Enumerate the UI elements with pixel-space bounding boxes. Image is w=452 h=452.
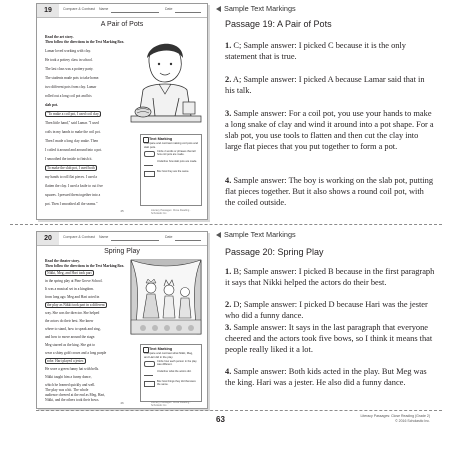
underline-symbol-icon [144,161,153,166]
story-line: rolled out a long coil pot and his [45,94,92,98]
left-arrow-icon [216,232,221,238]
story-line: He wore a green funny hat with bells. [45,367,100,371]
marking-row: Underline what the actors did. [144,370,198,379]
name-underline [111,12,159,13]
story-line: The play was a hit. The whole [45,388,89,392]
worksheet-page-number: 46 [120,401,124,405]
footer-divider [36,410,442,411]
text-box-mark: the play as Nikki took part in a different [47,303,105,307]
text-marking-intro: Compare and contrast making coil pots and slab pots. [144,141,198,149]
story-line: The students made pots to take home. [45,76,100,80]
story-line: squares. I pressed them together into a [45,193,101,197]
name-field-label: Name [99,235,109,239]
worksheet-copyright: Literacy Passages: Close Reading · Scholastic Inc. [151,209,191,215]
story-line: It was a musical set in a kingdom. [45,287,94,291]
story-line: flatten the clay. I used a knife to cut five [45,184,103,188]
marking-row: Circle 2 words or phrases that tell how coil pots are made. [144,150,198,159]
worksheet-header [37,232,207,246]
story-line: slab pot. [45,103,58,107]
text-marking-head: Text Marking [141,135,201,142]
text-marking-intro: Compare and contrast what Nikki, Meg, and Hari did in the play. [144,351,193,359]
box-symbol-icon [144,381,155,387]
worksheet-copyright: Literacy Passages: Close Reading · Scholastic Inc. [151,401,191,407]
passage-title-20: Passage 20: Spring Play [225,247,324,257]
answer-1: 1. B; Sample answer: I picked B because in the first paragraph it says that Nikki helped the actors do their best. [225,267,435,287]
worksheet-number: 19 [37,4,59,17]
story-line [45,269,94,277]
story-line: Then little hand," said Lamar. "I used [45,121,99,125]
date-underline [175,12,201,13]
text-box-mark: To make the slab pot, I used both [47,166,95,170]
stage-play-illustration [129,258,203,338]
story-line: pot. Then I smoothed all the seams." [45,202,98,206]
text-box-mark: robe. Hari played a jester. [47,359,84,363]
story-line: and how to move around the stage. [45,335,96,339]
skill-label: Compare & Contrast [63,235,95,239]
left-arrow-icon [216,6,221,12]
worksheet-page-19 [36,3,208,220]
story-line: coils in my hands to make the coil pot. [45,130,101,134]
story-line: way. She was the director. She helped [45,311,100,315]
story-line: from long ago. Meg and Hari acted in [45,295,100,299]
story-line [45,301,107,309]
directions-line-2: Then follow the directions in the Text Marking Box. [45,40,125,44]
date-field-label: Date [165,7,173,11]
worksheet-page-number: 45 [120,209,124,213]
name-underline [111,240,159,241]
circle-symbol-icon [144,361,155,367]
text-box-mark: Nikki, Meg, and Hari took part [47,271,92,275]
story-line: Meg starred as the king. She got to [45,343,96,347]
answer-2: 2. D; Sample answer: I picked D because Hari was the jester who did a funny dance. [225,300,428,320]
story-line: The last class was a pottery party. [45,67,94,71]
answer-1: 1. C; Sample answer: I picked C because it is the only statement that is true. [225,41,406,61]
marking-row: Box how things they did that were the same. [144,380,198,389]
answer-2: 2. A; Sample answer: I picked A because Lamar said that in his talk. [225,75,425,95]
text-marking-head: Text Marking [141,345,201,352]
boy-with-pots-illustration [129,32,203,127]
worksheet-page-20 [36,231,208,409]
underline-symbol-icon [144,371,153,376]
date-field-label: Date [165,235,173,239]
directions-line-2: Then follow the directions in the Text Marking Box. [45,264,125,268]
story-line: Lamar loved working with clay. [45,49,91,53]
story-line [45,110,101,119]
section-divider [10,224,442,225]
story-line [45,164,97,173]
story-line: wear a shiny gold crown and a long purple [45,351,107,355]
story-line: Nikki taught him a funny dance, [45,375,92,379]
text-box-mark: "To make a coil pot, I used coil clay. [47,112,100,116]
story-line: He took a pottery class in school. [45,58,93,62]
answer-4: 4. Sample answer: Both kids acted in the play. But Meg was the king. Hari was a jester. He also did a funny dance. [225,367,427,387]
story-line: I coiled it around and around into a pot. [45,148,102,152]
story-line: the actors do their best. She knew [45,319,94,323]
date-underline [175,240,201,241]
marking-row: Box how they are the same. [144,170,198,179]
story-line: I smoothed the inside to finish it. [45,157,93,161]
answer-3: 3. Sample answer: It says in the last paragraph that everyone cheered and the actors took five bows, so I think it means that people really liked it a lot. [225,323,433,354]
skill-label: Compare & Contrast [63,7,95,11]
passage-title: A Pair of Pots [100,21,144,28]
story-line: Then I made a long clay snake. Then [45,139,99,143]
story-line [45,357,86,365]
worksheet-number: 20 [37,232,59,245]
directions-line-1: Read the theater story. [45,259,80,263]
story-line: two different pots from clay. Lamar [45,85,97,89]
book-credit-line-2: © 2016 Scholastic Inc. [395,419,430,423]
name-field-label: Name [99,7,109,11]
book-credit-line-1: Literacy Passages: Close Reading (Grade 2) [360,414,430,418]
sample-text-markings-label-bottom: Sample Text Markings [216,230,296,239]
passage-title-19: Passage 19: A Pair of Pots [225,19,332,29]
story-line: audience cheered at the end as Meg, Hari, [45,393,106,397]
worksheet-header [37,4,207,18]
story-line: which he learned quickly and well. [45,383,96,387]
answer-4: 4. Sample answer: The boy is working on the slab pot, putting flat pieces together. But it also shows a round coil pot, with the coiled outside. [225,176,434,207]
story-line: Nikki, and the others took their bows. [45,398,100,402]
text-marking-box [140,134,202,206]
answer-3: 3. Sample answer: For a coil pot, you use your hands to make a long snake of clay and wind it around into a pot shape. For a slab pot, you use tools to flatten and then cut the clay into large flat pieces that you put together to form a pot. [225,109,434,151]
circle-symbol-icon [144,151,155,157]
sample-text-markings-label-top: Sample Text Markings [216,4,296,13]
marking-row: Underline how slab pots are made. [144,160,198,169]
text-marking-box [140,344,202,402]
story-line: where to stand, how to speak and sing, [45,327,101,331]
page-number: 63 [216,415,225,424]
directions-line-1: Read the art story. [45,35,74,39]
marking-row: Circle how each person in the play was different. [144,360,198,369]
story-line: my hands to roll flat pieces. I used a [45,175,97,179]
passage-title: Spring Play [104,248,140,255]
story-line: in the spring play at Pine Grove School. [45,279,103,283]
box-symbol-icon [144,171,155,177]
